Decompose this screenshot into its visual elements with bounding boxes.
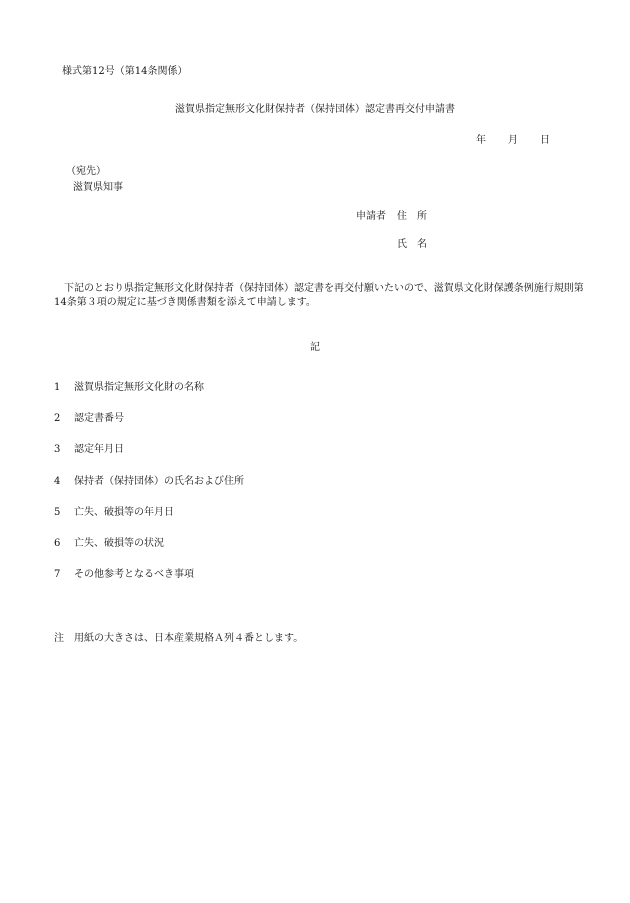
item-number: 5 bbox=[54, 507, 61, 518]
date-year-label: 年 bbox=[476, 135, 486, 146]
address-label: 住 所 bbox=[397, 211, 427, 222]
recipient-name: 滋賀県知事 bbox=[73, 182, 123, 193]
item-text: 亡失、破損等の年月日 bbox=[74, 507, 174, 518]
list-item bbox=[54, 381, 204, 394]
item-text: 滋賀県指定無形文化財の名称 bbox=[74, 382, 204, 393]
list-item bbox=[54, 568, 194, 581]
item-number: 2 bbox=[54, 413, 61, 424]
item-text: 保持者（保持団体）の氏名および住所 bbox=[74, 476, 244, 487]
item-text: その他参考となるべき事項 bbox=[74, 569, 194, 580]
list-item bbox=[54, 412, 124, 425]
date-month-label: 月 bbox=[508, 135, 518, 146]
item-text: 亡失、破損等の状況 bbox=[74, 538, 164, 549]
date-day-label: 日 bbox=[540, 135, 550, 146]
item-number: 1 bbox=[54, 382, 61, 393]
item-number: 3 bbox=[54, 444, 61, 455]
recipient-label: （宛先） bbox=[66, 166, 106, 177]
item-number: 6 bbox=[54, 538, 61, 549]
document-title: 滋賀県指定無形文化財保持者（保持団体）認定書再交付申請書 bbox=[175, 104, 455, 115]
form-number: 様式第12号（第14条関係） bbox=[62, 66, 188, 77]
ki-heading: 記 bbox=[310, 342, 320, 353]
paper-size-note: 注 用紙の大きさは、日本産業規格Ａ列４番とします。 bbox=[54, 633, 304, 644]
applicant-label: 申請者 bbox=[356, 211, 386, 222]
date-line bbox=[476, 134, 550, 147]
application-body-text: 下記のとおり県指定無形文化財保持者（保持団体）認定書を再交付願いたいので、滋賀県文化財保護条例施行規則第14条第３項の規定に基づき関係書類を添えて申請します。 bbox=[54, 283, 584, 308]
item-number: 7 bbox=[54, 569, 61, 580]
list-item bbox=[54, 537, 164, 550]
name-label: 氏 名 bbox=[397, 239, 427, 250]
item-number: 4 bbox=[54, 476, 61, 487]
list-item bbox=[54, 506, 174, 519]
list-item bbox=[54, 475, 244, 488]
item-text: 認定年月日 bbox=[74, 444, 124, 455]
list-item bbox=[54, 443, 124, 456]
item-text: 認定書番号 bbox=[74, 413, 124, 424]
